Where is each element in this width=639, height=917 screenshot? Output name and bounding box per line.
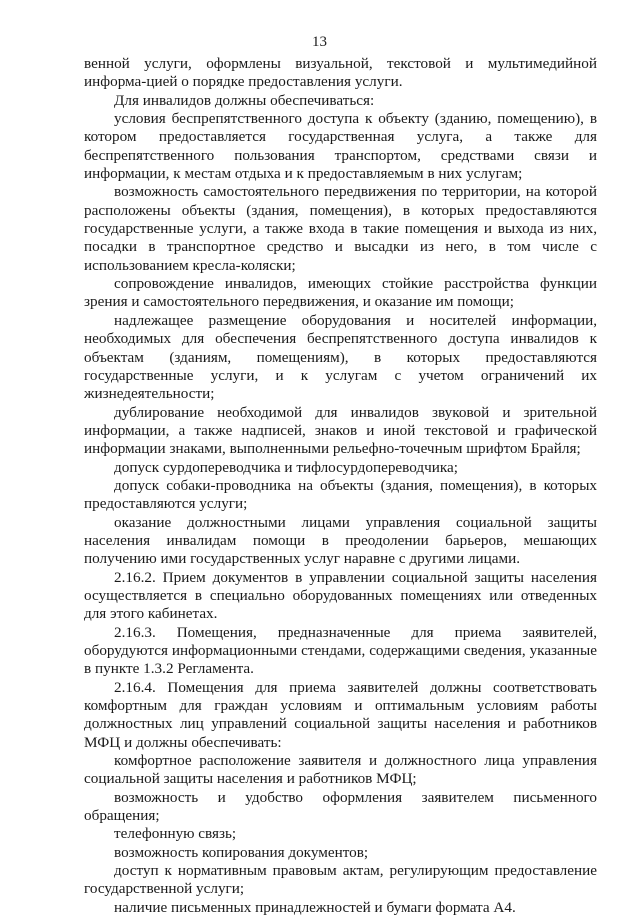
paragraph: сопровождение инвалидов, имеющих стойкие расстройства функции зрения и самостоятельного передвижения, и оказание им помощи; bbox=[84, 275, 597, 311]
paragraph: условия беспрепятственного доступа к объекту (зданию, помещению), в котором предоставляется государственная услуга, а также для беспрепятственного пользования транспортом, средствами связи и информации, к местам отдыха и к предоставляемым в них услугам; bbox=[84, 110, 597, 183]
paragraph: комфортное расположение заявителя и должностного лица управления социальной защиты населения и работников МФЦ; bbox=[84, 752, 597, 788]
paragraph: дублирование необходимой для инвалидов звуковой и зрительной информации, а также надписей, знаков и иной текстовой и графической информации знаками, выполненными рельефно-точечным шрифтом Брайля; bbox=[84, 403, 597, 458]
paragraph: возможность и удобство оформления заявителем письменного обращения; bbox=[84, 788, 597, 825]
paragraph: возможность копирования документов; bbox=[114, 843, 369, 861]
paragraph: возможность самостоятельного передвижения по территории, на которой расположены объекты (здания, помещения), в которых предоставляются государственные услуги, а также входа в такие помещения и выхода из них, посадки в транспортное средство и высадки из него, в том числе с использованием кресла-коляски; bbox=[84, 183, 597, 274]
paragraph: 2.16.4. Помещения для приема заявителей должны соответствовать комфортным для граждан условиям и оптимальным условиям работы должностных лиц управлений социальной защиты населения и работников МФЦ и должны обеспечивать: bbox=[84, 678, 597, 751]
paragraph: надлежащее размещение оборудования и носителей информации, необходимых для обеспечения беспрепятственного доступа инвалидов к объектам (зданиям, помещениям), в которых предоставляются государственные услуги, и к услугам с учетом ограничений их жизнедеятельности; bbox=[84, 311, 597, 403]
paragraph: доступ к нормативным правовым актам, регулирующим предоставление государственной услуги; bbox=[84, 862, 597, 898]
page-number: 13 bbox=[312, 34, 327, 50]
document-body bbox=[84, 55, 597, 917]
paragraph: оказание должностными лицами управления социальной защиты населения инвалидам помощи в преодолении барьеров, мешающих получению ими государственных услуг наравне с другими лицами. bbox=[84, 513, 597, 568]
paragraph: допуск собаки-проводника на объекты (здания, помещения), в которых предоставляются услуги; bbox=[84, 476, 597, 513]
paragraph: 2.16.3. Помещения, предназначенные для приема заявителей, оборудуются информационными стендами, содержащими сведения, указанные в пункте 1.3.2 Регламента. bbox=[84, 623, 597, 678]
paragraph: Для инвалидов должны обеспечиваться: bbox=[114, 91, 375, 109]
paragraph: наличие письменных принадлежностей и бумаги формата А4. bbox=[114, 898, 516, 916]
paragraph: допуск сурдопереводчика и тифлосурдопереводчика; bbox=[114, 458, 458, 476]
paragraph: 2.16.2. Прием документов в управлении социальной защиты населения осуществляется в специально оборудованных помещениях или отведенных для этого кабинетах. bbox=[84, 568, 597, 623]
paragraph: венной услуги, оформлены визуальной, текстовой и мультимедийной информа-цией о порядке предоставления услуги. bbox=[84, 55, 597, 91]
paragraph: телефонную связь; bbox=[114, 825, 237, 843]
